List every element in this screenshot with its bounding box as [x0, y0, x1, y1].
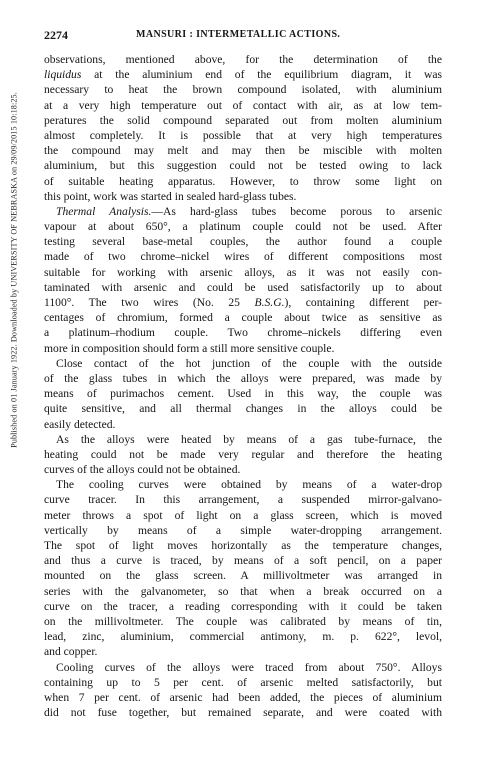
text-line: means of purimachos cement. Used in this way, the couple was: [44, 387, 442, 401]
text-line: did not fuse together, but remained separate, and were coated with: [44, 706, 442, 720]
text-line: vapour at about 650°, a platinum couple could not be used. After: [44, 220, 442, 234]
text-line: lead, zinc, aluminium, commercial antimony, m. p. 622°, levol,: [44, 630, 442, 644]
text-line: centages of chromium, formed a couple about twice as sensitive as: [44, 311, 442, 325]
text-line: on the millivoltmeter. The couple was calibrated by means of tin,: [44, 614, 442, 628]
running-head: MANSURI : INTERMETALLIC ACTIONS.: [136, 29, 341, 40]
text-line: and copper.: [44, 645, 98, 659]
download-notice-text: Published on 01 January 1922. Downloaded by UNIVERSITY OF NEBRASKA on 29/09/2015 10:18:25.: [9, 92, 19, 448]
text-line: taminated with arsenic and could be used satisfactorily up to about: [44, 280, 442, 294]
text-line: testing several base-metal couples, the author found a couple: [44, 235, 442, 249]
download-notice: [0, 0, 28, 768]
text-line: of the glass tubes in which the alloys were prepared, was made by: [44, 371, 442, 385]
text-line: quite sensitive, and all thermal changes in the alloys could be: [44, 402, 442, 416]
text-line: Thermal Analysis.—As hard-glass tubes become porous to arsenic: [56, 204, 442, 218]
text-line: curves of the alloys could not be obtained.: [44, 463, 241, 477]
text-line: heating could not be made very regular and therefore the heating: [44, 447, 442, 461]
text-line: aluminium, but this suggestion could not be tested owing to lack: [44, 159, 442, 173]
body-text: [44, 52, 442, 720]
text-line: curve tracer. In this arrangement, a suspended mirror-galvano-: [44, 493, 442, 507]
text-line: this point, work was started in sealed hard-glass tubes.: [44, 189, 297, 203]
text-line: suitable for working with arsenic alloys, as it was not easily con-: [44, 265, 442, 279]
text-line: meter throws a spot of light on a glass screen, which is moved: [44, 508, 442, 522]
text-line: mounted on the glass screen. A millivoltmeter was arranged in: [44, 569, 442, 583]
text-line: necessary to heat the brown compound isolated, with aluminium: [44, 83, 442, 97]
text-line: made of two chrome–nickel wires of different compositions most: [44, 250, 442, 264]
text-line: peratures the solid compound separated out from molten aluminium: [44, 113, 442, 127]
text-line: The cooling curves were obtained by means of a water-drop: [56, 478, 442, 492]
text-line: easily detected.: [44, 417, 116, 431]
text-line: containing up to 5 per cent. of arsenic melted satisfactorily, but: [44, 675, 442, 689]
text-line: The spot of light moves horizontally as the temperature changes,: [44, 539, 442, 552]
text-line: of suitable heating apparatus. However, to throw some light on: [44, 174, 442, 188]
page-header: [44, 28, 442, 44]
text-line: the compound may melt and may then be miscible with molten: [44, 144, 442, 158]
page-number: 2274: [44, 28, 68, 42]
text-line: almost completely. It is possible that at very high temperatures: [44, 128, 442, 142]
text-line: As the alloys were heated by means of a gas tube-furnace, the: [56, 432, 442, 446]
text-line: observations, mentioned above, for the determination of the: [44, 53, 442, 66]
text-line: series with the galvanometer, so that when a break occurred on a: [44, 584, 442, 598]
text-line: curve on the tracer, a reading corresponding with it could be taken: [44, 599, 442, 613]
text-line: more in composition should form a still more sensitive couple.: [44, 341, 335, 355]
text-line: 1100°. The two wires (No. 25 B.S.G.), containing different per-: [44, 296, 442, 309]
text-line: when 7 per cent. of arsenic had been added, the pieces of aluminium: [44, 690, 442, 704]
text-line: Close contact of the hot junction of the couple with the outside: [56, 356, 442, 370]
text-line: and thus a curve is traced, by means of a soft pencil, on a paper: [44, 554, 442, 568]
text-line: at a very high temperature out of contact with air, as at low tem-: [44, 98, 442, 112]
text-line: liquidus at the aluminium end of the equilibrium diagram, it was: [44, 68, 442, 82]
text-line: vertically by means of a simple water-dropping arrangement.: [44, 523, 442, 537]
text-line: a platinum–rhodium couple. Two chrome–nickels differing even: [44, 326, 442, 340]
text-line: Cooling curves of the alloys were traced from about 750°. Alloys: [56, 660, 442, 674]
